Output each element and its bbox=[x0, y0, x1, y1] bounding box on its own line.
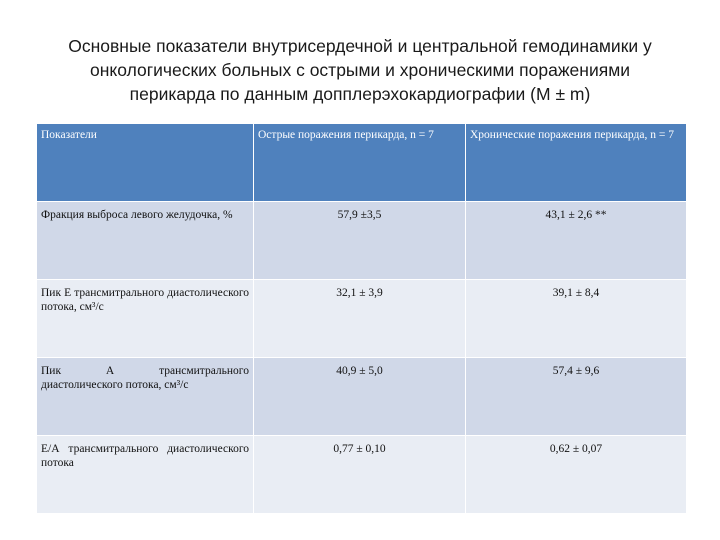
table-header-row bbox=[37, 124, 687, 202]
title-line-2: онкологических больных с острыми и хроническими поражениями bbox=[89, 60, 630, 80]
table-row bbox=[37, 202, 687, 280]
hemodynamics-table bbox=[36, 123, 687, 514]
chronic-value: 0,62 ± 0,07 bbox=[466, 436, 687, 514]
row-label: Фракция выброса левого желудочка, % bbox=[37, 202, 254, 280]
chronic-value: 39,1 ± 8,4 bbox=[466, 280, 687, 358]
title-line-1: Основные показатели внутрисердечной и центральной гемодинамики у bbox=[68, 36, 652, 56]
acute-value: 0,77 ± 0,10 bbox=[254, 436, 466, 514]
acute-value: 40,9 ± 5,0 bbox=[254, 358, 466, 436]
acute-value: 57,9 ±3,5 bbox=[254, 202, 466, 280]
acute-value: 32,1 ± 3,9 bbox=[254, 280, 466, 358]
table-row bbox=[37, 358, 687, 436]
header-indicators: Показатели bbox=[37, 124, 254, 202]
row-label: Пик А трансмитрального диастолического потока, см³/с bbox=[37, 358, 254, 436]
chronic-value: 43,1 ± 2,6 ** bbox=[466, 202, 687, 280]
row-label: Пик Е трансмитрального диастолического потока, см³/с bbox=[37, 280, 254, 358]
table-row bbox=[37, 436, 687, 514]
row-label: Е/А трансмитрального диастолического потока bbox=[37, 436, 254, 514]
chronic-value: 57,4 ± 9,6 bbox=[466, 358, 687, 436]
header-acute: Острые поражения перикарда, n = 7 bbox=[254, 124, 466, 202]
header-chronic: Хронические поражения перикарда, n = 7 bbox=[466, 124, 687, 202]
title-line-3: перикарда по данным допплерэхокардиографии (M ± m) bbox=[129, 84, 591, 104]
slide-title bbox=[30, 34, 690, 106]
table-row bbox=[37, 280, 687, 358]
